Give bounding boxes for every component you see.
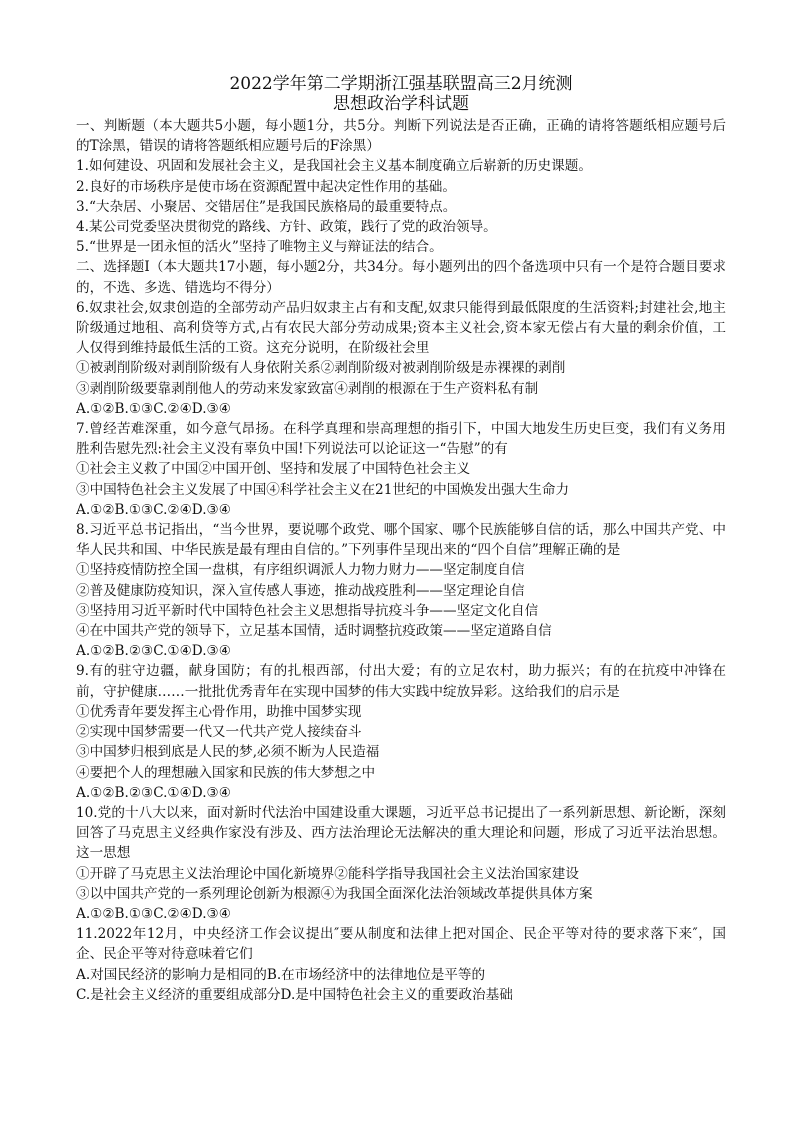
- judgment-item: 5.“世界是一团永恒的活火”坚持了唯物主义与辩证法的结合。: [76, 239, 443, 256]
- part1-header: 一、判断题（本大题共5小题，每小题1分，共5分。判断下列说法是否正确，正确的请将答题纸相应题号后的T涂黑，错误的请将答题纸相应题号后的F涂黑）: [76, 118, 726, 155]
- answer-choices: A.①②B.②③C.①④D.③④: [76, 784, 231, 801]
- question-option: ①坚持疫情防控全国一盘棋，有序组织调派人力物力财力——坚定制度自信: [76, 562, 525, 579]
- question-stem: 9.有的驻守边疆，献身国防；有的扎根西部，付出大爱；有的立足农村，助力振兴；有的在抗疫中冲锋在前，守护健康……一批批优秀青年在实现中国梦的伟大实践中绽放异彩。这给我们的启示是: [76, 663, 726, 700]
- question-option: ③中国特色社会主义发展了中国④科学社会主义在21世纪的中国焕发出强大生命力: [76, 481, 570, 498]
- question-option: ②实现中国梦需要一代又一代共产党人接续奋斗: [76, 724, 362, 741]
- question-option: ①被剥削阶级对剥削阶级有人身依附关系②剥削阶级对被剥削阶级是赤裸裸的剥削: [76, 360, 566, 377]
- part2-header: 二、选择题Ⅰ（本大题共17小题，每小题2分，共34分。每小题列出的四个备选项中只有一个是符合题目要求的，不选、多选、错选均不得分）: [76, 259, 726, 296]
- judgment-item: 4.某公司党委坚决贯彻党的路线、方针、政策，践行了党的政治领导。: [76, 219, 497, 236]
- exam-page: [76, 74, 726, 1005]
- question-stem: 10.党的十八大以来，面对新时代法治中国建设重大课题，习近平总书记提出了一系列新思想、新论断，深刻回答了马克思主义经典作家没有涉及、西方法治理论无法解决的重大理论和问题，形成了习近平法治思想。这一思想: [76, 804, 726, 862]
- question-option: ①社会主义救了中国②中国开创、坚持和发展了中国特色社会主义: [76, 461, 471, 478]
- question-option: ③中国梦归根到底是人民的梦,必须不断为人民造福: [76, 744, 380, 761]
- answer-choices: A.①②B.①③C.②④D.③④: [76, 400, 231, 417]
- question-stem: 11.2022年12月，中央经济工作会议提出″要从制度和法律上把对国企、民企平等对待的要求落下来″，国企、民企平等对待意味着它们: [76, 926, 726, 963]
- question-option: ④要把个人的理想融入国家和民族的伟大梦想之中: [76, 764, 376, 781]
- judgment-item: 1.如何建设、巩固和发展社会主义，是我国社会主义基本制度确立后崭新的历史课题。: [76, 158, 592, 175]
- question-stem: 7.曾经苦难深重，如今意气昂扬。在科学真理和崇高理想的指引下，中国大地发生历史巨变，我们有义务用胜利告慰先烈:社会主义没有辜负中国!下列说法可以论证这一“告慰”的有: [76, 421, 726, 458]
- answer-choices: A.①②B.①③C.②④D.③④: [76, 501, 231, 518]
- question-option: ③剥削阶级要靠剥削他人的劳动来发家致富④剥削的根源在于生产资料私有制: [76, 380, 539, 397]
- judgment-item: 2.良好的市场秩序是使市场在资源配置中起决定性作用的基础。: [76, 178, 456, 195]
- exam-subtitle: 思想政治学科试题: [333, 94, 469, 114]
- question-option: ①优秀青年要发挥主心骨作用，助推中国梦实现: [76, 703, 362, 720]
- question-stem: 8.习近平总书记指出，“当今世界，要说哪个政党、哪个国家、哪个民族能够自信的话，那么中国共产党、中华人民共和国、中华民族是最有理由自信的。”下列事件呈现出来的“四个自信”理解正确的是: [76, 522, 726, 559]
- question-option: ④在中国共产党的领导下，立足基本国情，适时调整抗疫政策——坚定道路自信: [76, 623, 552, 640]
- question-option: ③坚持用习近平新时代中国特色社会主义思想指导抗疫斗争——坚定文化自信: [76, 602, 539, 619]
- exam-title: 2022学年第二学期浙江强基联盟高三2月统测: [229, 74, 573, 94]
- question-option: ③以中国共产党的一系列理论创新为根源④为我国全面深化法治领域改革提供具体方案: [76, 885, 593, 902]
- judgment-item: 3.“大杂居、小聚居、交错居住”是我国民族格局的最重要特点。: [76, 198, 457, 215]
- answer-choices: A.①②B.②③C.①④D.③④: [76, 643, 231, 660]
- question-stem: 6.奴隶社会,奴隶创造的全部劳动产品归奴隶主占有和支配,奴隶只能得到最低限度的生活资料;封建社会,地主阶级通过地租、高利贷等方式,占有农民大部分劳动成果;资本主义社会,资本家无偿占有大量的剩余价值，工人仅得到维持最低生活的工资。这充分说明，在阶级社会里: [76, 299, 726, 357]
- question-option: C.是社会主义经济的重要组成部分D.是中国特色社会主义的重要政治基础: [76, 986, 513, 1003]
- answer-choices: A.①②B.①③C.②④D.③④: [76, 905, 231, 922]
- question-option: ②普及健康防疫知识，深入宣传感人事迹，推动战疫胜利——坚定理论自信: [76, 582, 525, 599]
- question-option: A.对国民经济的影响力是相同的B.在市场经济中的法律地位是平等的: [76, 966, 486, 983]
- question-option: ①开辟了马克思主义法治理论中国化新境界②能科学指导我国社会主义法治国家建设: [76, 865, 579, 882]
